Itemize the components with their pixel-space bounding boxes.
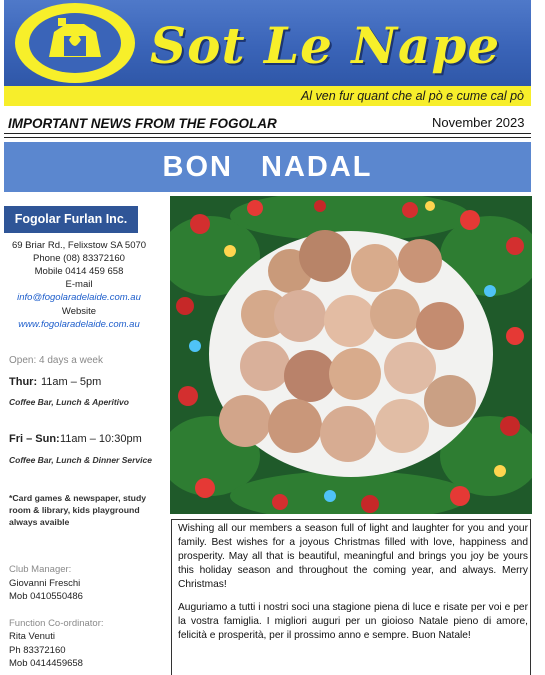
- message-italian: Auguriamo a tutti i nostri soci una stagione piena di luce e risate per voi e per la vostra famiglia. I migliori auguri per un gioioso Natale pieno di amore, felicità e prosperità, per il prossimo anno e sempre. Buon Natale!: [178, 602, 528, 641]
- newsletter-title: Sot Le Nape: [150, 16, 501, 75]
- club-manager-mob: Mob 0410550486: [9, 591, 83, 602]
- club-manager-name: Giovanni Freschi: [9, 578, 81, 589]
- news-heading: IMPORTANT NEWS FROM THE FOGOLAR: [8, 116, 277, 131]
- message-text: [178, 522, 528, 652]
- org-name: Fogolar Furlan Inc.: [14, 212, 128, 226]
- mobile: Mobile 0414 459 658: [34, 266, 124, 277]
- website-link[interactable]: www.fogolaradelaide.com.au: [18, 319, 140, 330]
- banner-title: BON NADAL: [162, 151, 373, 183]
- email-link[interactable]: info@fogolaradelaide.com.au: [17, 292, 141, 303]
- coordinator-ph: Ph 83372160: [9, 645, 66, 656]
- club-manager-label: Club Manager:: [9, 564, 72, 575]
- issue-date: November 2023: [432, 115, 525, 130]
- coordinator-mob: Mob 0414459658: [9, 658, 83, 669]
- divider: [4, 133, 531, 134]
- fogolar-logo: [14, 2, 136, 84]
- coordinator-label: Function Co-ordinator:: [9, 618, 104, 629]
- thur-hours: 11am – 5pm: [41, 376, 102, 388]
- address: 69 Briar Rd., Felixstow SA 5070: [11, 240, 147, 251]
- message-english: Wishing all our members a season full of light and laughter for you and your family. Best wishes for a joyous Christmas filled with love, happiness and prosperity. May all that is beautiful, meaningful and brings you joy be yours this holiday season and throughout the coming year, and always. Merry Christmas!: [178, 523, 528, 590]
- christmas-wreath-photo: [170, 196, 532, 514]
- frisun-note: Coffee Bar, Lunch & Dinner Service: [9, 455, 152, 465]
- open-days: Open: 4 days a week: [9, 355, 103, 366]
- amenities: *Card games & newspaper, study room & library, kids playground always avaible: [9, 493, 147, 527]
- tagline: Al ven fur quant che al pò e cume cal pò: [300, 89, 524, 103]
- divider: [4, 137, 531, 138]
- thur-day: Thur:: [9, 376, 38, 388]
- phone: Phone (08) 83372160: [33, 253, 125, 264]
- frisun-hours: 11am – 10:30pm: [60, 433, 142, 445]
- thur-note: Coffee Bar, Lunch & Aperitivo: [9, 397, 129, 407]
- email-label: E-mail: [65, 279, 93, 290]
- website-label: Website: [61, 306, 97, 317]
- coordinator-name: Rita Venuti: [9, 631, 55, 642]
- frisun-day: Fri – Sun:: [9, 433, 60, 445]
